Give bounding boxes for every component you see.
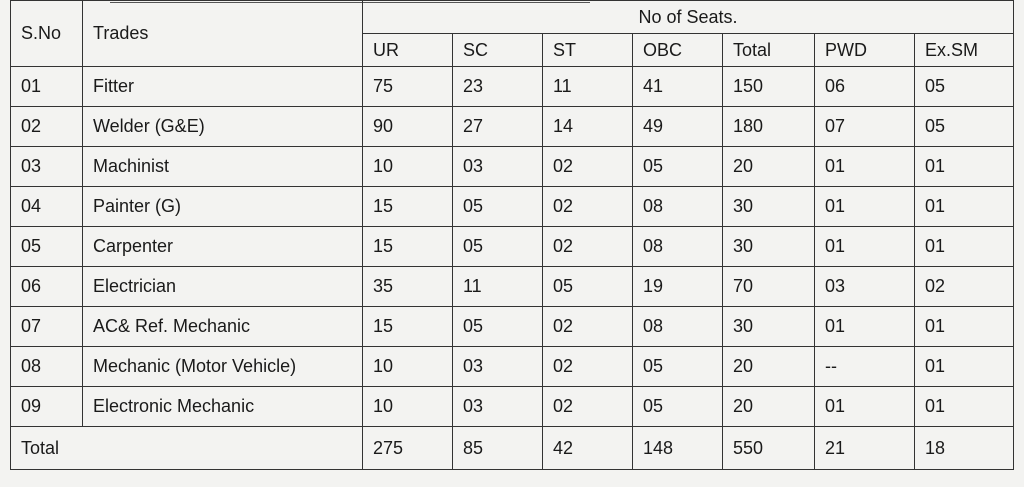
header-row	[11, 1, 1014, 34]
header-trades: Trades	[83, 1, 363, 67]
cell-st: 02	[543, 347, 633, 387]
cell-exsm: 05	[915, 107, 1014, 147]
table-row	[11, 387, 1014, 427]
total-row	[11, 427, 1014, 470]
header-no-of-seats: No of Seats.	[363, 1, 1014, 34]
cell-pwd: 07	[815, 107, 915, 147]
cell-pwd: 06	[815, 67, 915, 107]
header-ur: UR	[363, 34, 453, 67]
cell-exsm: 01	[915, 307, 1014, 347]
cell-trade: Mechanic (Motor Vehicle)	[83, 347, 363, 387]
cell-trade: Welder (G&E)	[83, 107, 363, 147]
seats-table	[10, 0, 1014, 470]
cell-sno: 08	[11, 347, 83, 387]
total-total: 550	[723, 427, 815, 470]
cell-st: 02	[543, 227, 633, 267]
cell-total: 30	[723, 187, 815, 227]
cell-sno: 02	[11, 107, 83, 147]
cell-trade: Carpenter	[83, 227, 363, 267]
cell-st: 14	[543, 107, 633, 147]
total-st: 42	[543, 427, 633, 470]
table-row	[11, 187, 1014, 227]
cell-sc: 03	[453, 147, 543, 187]
cell-exsm: 01	[915, 227, 1014, 267]
header-exsm: Ex.SM	[915, 34, 1014, 67]
cell-ur: 15	[363, 227, 453, 267]
cell-sno: 09	[11, 387, 83, 427]
table-row	[11, 107, 1014, 147]
header-total: Total	[723, 34, 815, 67]
header-obc: OBC	[633, 34, 723, 67]
cell-ur: 90	[363, 107, 453, 147]
cell-st: 02	[543, 387, 633, 427]
header-sno: S.No	[11, 1, 83, 67]
cell-pwd: 01	[815, 387, 915, 427]
cell-trade: Electronic Mechanic	[83, 387, 363, 427]
table-row	[11, 67, 1014, 107]
cell-obc: 08	[633, 307, 723, 347]
cell-ur: 75	[363, 67, 453, 107]
cell-ur: 10	[363, 387, 453, 427]
cell-sc: 05	[453, 227, 543, 267]
cell-pwd: 01	[815, 147, 915, 187]
cell-exsm: 01	[915, 187, 1014, 227]
cell-sc: 05	[453, 187, 543, 227]
total-label: Total	[11, 427, 363, 470]
cell-pwd: 03	[815, 267, 915, 307]
cell-pwd: 01	[815, 227, 915, 267]
cell-sno: 06	[11, 267, 83, 307]
cell-trade: Painter (G)	[83, 187, 363, 227]
cell-sno: 04	[11, 187, 83, 227]
cell-sc: 03	[453, 387, 543, 427]
table-row	[11, 227, 1014, 267]
cell-ur: 15	[363, 307, 453, 347]
table-row	[11, 147, 1014, 187]
cell-st: 02	[543, 147, 633, 187]
cell-total: 30	[723, 227, 815, 267]
cell-obc: 05	[633, 387, 723, 427]
table-row	[11, 307, 1014, 347]
cell-st: 02	[543, 307, 633, 347]
cell-obc: 41	[633, 67, 723, 107]
cell-trade: Electrician	[83, 267, 363, 307]
cell-total: 20	[723, 147, 815, 187]
total-ur: 275	[363, 427, 453, 470]
cell-sc: 27	[453, 107, 543, 147]
total-sc: 85	[453, 427, 543, 470]
cell-sno: 07	[11, 307, 83, 347]
cell-total: 180	[723, 107, 815, 147]
cell-obc: 05	[633, 347, 723, 387]
cell-ur: 10	[363, 147, 453, 187]
cell-sc: 23	[453, 67, 543, 107]
cell-total: 150	[723, 67, 815, 107]
total-obc: 148	[633, 427, 723, 470]
cell-exsm: 02	[915, 267, 1014, 307]
cell-exsm: 01	[915, 347, 1014, 387]
total-pwd: 21	[815, 427, 915, 470]
cell-total: 70	[723, 267, 815, 307]
cell-sno: 03	[11, 147, 83, 187]
header-pwd: PWD	[815, 34, 915, 67]
cell-sc: 05	[453, 307, 543, 347]
header-sc: SC	[453, 34, 543, 67]
cell-obc: 19	[633, 267, 723, 307]
table-row	[11, 347, 1014, 387]
cell-sc: 11	[453, 267, 543, 307]
cell-pwd: 01	[815, 307, 915, 347]
cell-ur: 15	[363, 187, 453, 227]
cell-pwd: --	[815, 347, 915, 387]
cell-st: 02	[543, 187, 633, 227]
cell-total: 30	[723, 307, 815, 347]
header-st: ST	[543, 34, 633, 67]
table-row	[11, 267, 1014, 307]
cell-trade: AC& Ref. Mechanic	[83, 307, 363, 347]
cell-pwd: 01	[815, 187, 915, 227]
cell-exsm: 05	[915, 67, 1014, 107]
cell-exsm: 01	[915, 387, 1014, 427]
cell-ur: 35	[363, 267, 453, 307]
cell-obc: 05	[633, 147, 723, 187]
cell-total: 20	[723, 387, 815, 427]
cell-total: 20	[723, 347, 815, 387]
cell-trade: Machinist	[83, 147, 363, 187]
cell-obc: 49	[633, 107, 723, 147]
cell-st: 05	[543, 267, 633, 307]
cell-ur: 10	[363, 347, 453, 387]
total-exsm: 18	[915, 427, 1014, 470]
cell-st: 11	[543, 67, 633, 107]
cell-exsm: 01	[915, 147, 1014, 187]
cell-sno: 05	[11, 227, 83, 267]
cell-sno: 01	[11, 67, 83, 107]
cell-trade: Fitter	[83, 67, 363, 107]
cell-obc: 08	[633, 187, 723, 227]
cell-sc: 03	[453, 347, 543, 387]
cell-obc: 08	[633, 227, 723, 267]
